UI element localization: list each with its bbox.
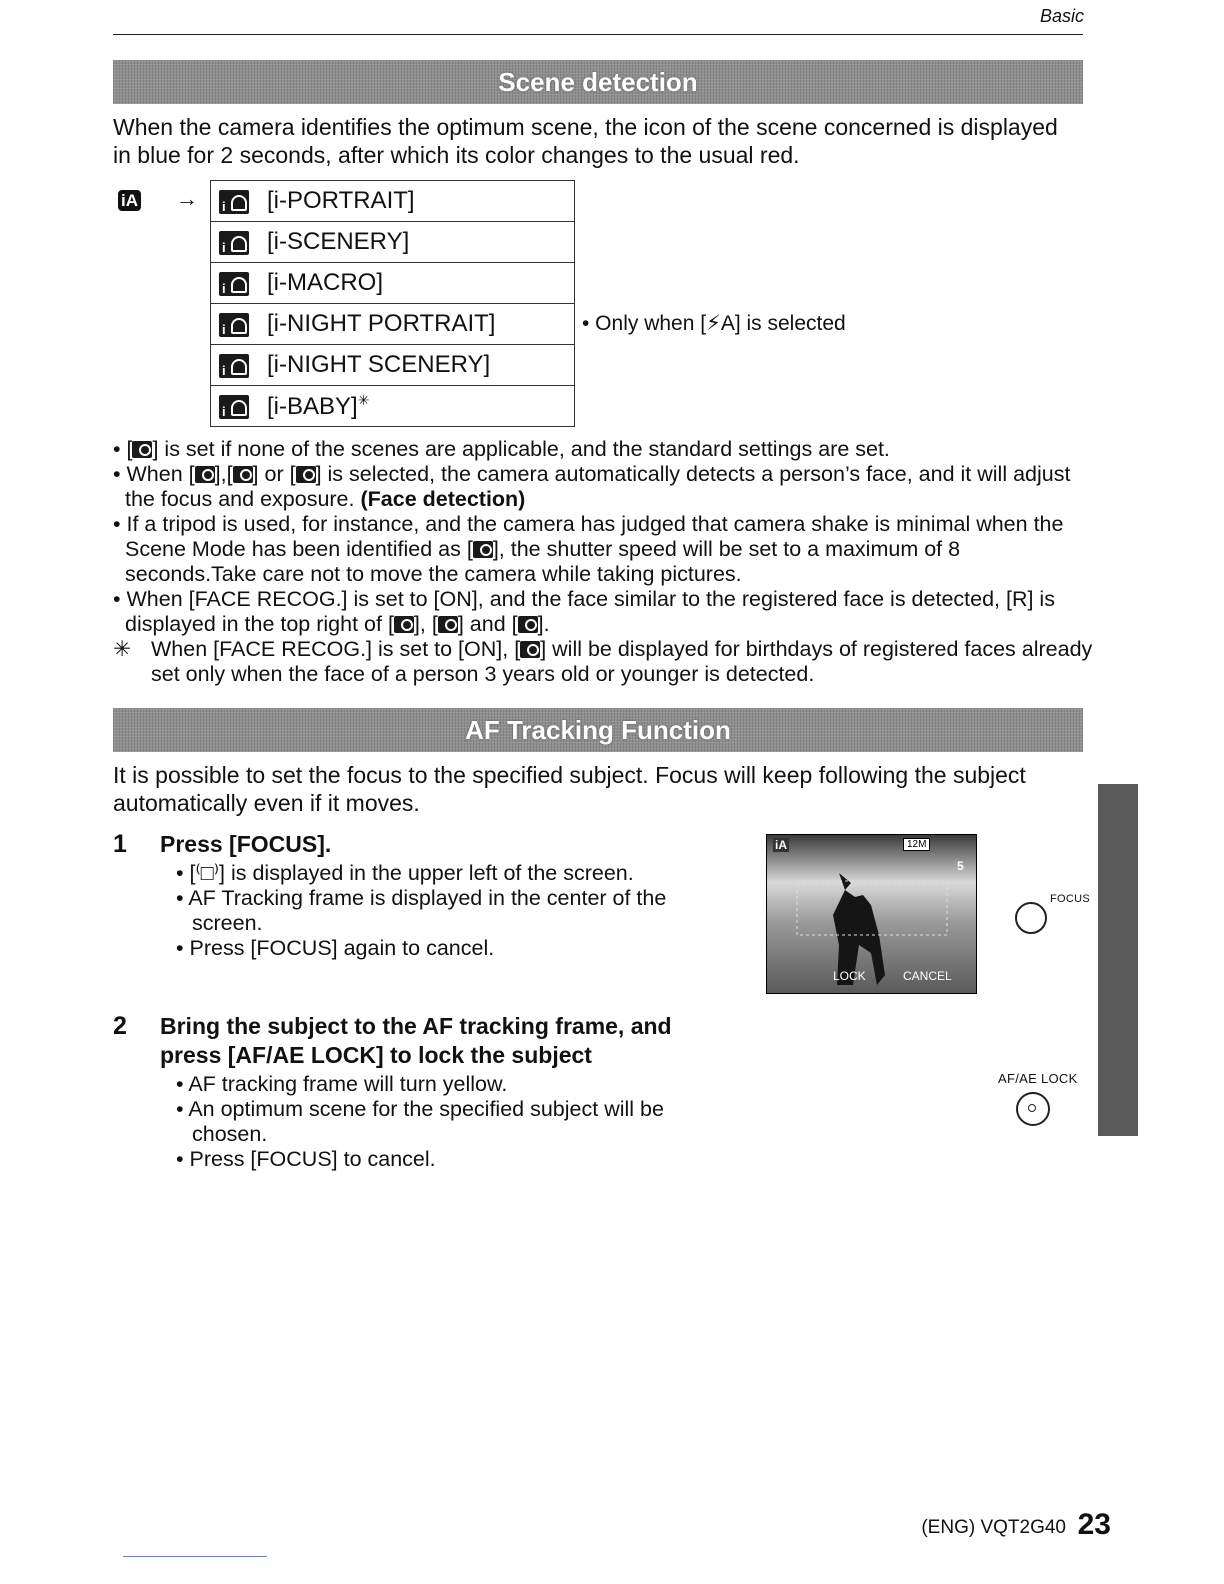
note-text: When [FACE RECOG.] is set to [ON], [ — [151, 637, 521, 661]
screen-size-indicator: 12M — [903, 838, 930, 851]
footer-rule — [123, 1556, 267, 1557]
asterisk-mark: ✳ — [357, 391, 370, 408]
step-1 — [160, 830, 720, 961]
list-item: • [⁽□⁾] is displayed in the upper left of the screen. — [176, 861, 634, 885]
focus-label: FOCUS — [1050, 893, 1090, 905]
table-row — [211, 263, 575, 304]
note-text: ] will be displayed for birthdays of registered faces already set only when the face of a person 3 years old or younger is detected. — [151, 637, 1093, 686]
screen-cancel-label: CANCEL — [903, 969, 952, 983]
note-4 — [113, 587, 1093, 637]
scene-label: [i-MACRO] — [267, 269, 383, 296]
step-2-number: 2 — [113, 1012, 127, 1040]
table-row — [211, 222, 575, 263]
note-5 — [113, 637, 1093, 687]
af-tracking-banner: AF Tracking Function — [113, 708, 1083, 752]
scene-label: [i-NIGHT SCENERY] — [267, 351, 491, 378]
night-scenery-scene-icon — [219, 354, 249, 378]
table-row — [211, 181, 575, 222]
note-2 — [113, 462, 1093, 512]
table-row — [211, 345, 575, 386]
night-portrait-scene-icon — [219, 313, 249, 337]
note-text: ] is selected, the camera automatically detects a person’s face, and it will adjust the focus and exposure. — [125, 462, 1071, 511]
note-text: ], [ — [413, 612, 438, 636]
baby-scene-icon — [296, 466, 316, 483]
scene-notes — [113, 437, 1093, 687]
table-row — [211, 386, 575, 427]
af-intro: It is possible to set the focus to the specified subject. Focus will keep following the subject automatically even if it moves. — [113, 762, 1026, 816]
baby-scene-icon — [219, 395, 249, 419]
note-3 — [113, 512, 1093, 587]
focus-button-icon — [1015, 902, 1047, 934]
scene-label: [i-BABY] — [267, 392, 358, 420]
portrait-scene-icon — [195, 466, 215, 483]
list-item: • Press [FOCUS] to cancel. — [176, 1147, 436, 1171]
step-2-list — [160, 1072, 730, 1172]
face-detection-label: (Face detection) — [360, 487, 526, 511]
page-number: 23 — [1077, 1508, 1111, 1541]
flash-note: • Only when [⚡A] is selected — [582, 312, 846, 335]
ia-icon — [118, 190, 141, 211]
note-text: ], the shutter speed will be set to a maximum of 8 seconds.Take care not to move the camera while taking pictures. — [125, 537, 961, 586]
scene-label: [i-NIGHT PORTRAIT] — [267, 310, 496, 337]
scene-detection-banner: Scene detection — [113, 60, 1083, 104]
note-text: ]. — [537, 612, 550, 636]
aelock-label: AF/AE LOCK — [998, 1071, 1078, 1086]
night-scenery-scene-icon — [473, 541, 493, 558]
macro-scene-icon — [219, 272, 249, 296]
portrait-scene-icon — [219, 190, 249, 214]
note-text: • When [FACE RECOG.] is set to [ON], and the face similar to the registered face is detected, [R] is displayed in the top right of [ — [113, 587, 1055, 636]
note-text: ] and [ — [457, 612, 518, 636]
arrow-icon: → — [176, 186, 198, 211]
list-item: • AF Tracking frame is displayed in the center of the screen. — [176, 886, 667, 935]
night-portrait-scene-icon — [438, 616, 458, 633]
baby-scene-icon — [518, 616, 538, 633]
ia-mode-icon — [132, 441, 152, 458]
step-1-title: Press [FOCUS]. — [160, 831, 332, 857]
note-1 — [113, 437, 1093, 462]
step-1-list — [160, 861, 720, 961]
screen-lock-label: LOCK — [833, 969, 866, 983]
list-item: • Press [FOCUS] again to cancel. — [176, 936, 495, 960]
manual-code: (ENG) VQT2G40 — [921, 1517, 1066, 1538]
note-text: • [ — [113, 437, 133, 461]
scene-intro: When the camera identifies the optimum scene, the icon of the scene concerned is displayed in blue for 2 seconds, after which its color changes to the usual red. — [113, 114, 1058, 168]
baby-scene-icon — [520, 641, 540, 658]
portrait-scene-icon — [394, 616, 414, 633]
header-rule — [113, 34, 1083, 35]
list-item: • AF tracking frame will turn yellow. — [176, 1072, 508, 1096]
scenery-scene-icon — [219, 231, 249, 255]
note-text: ] is set if none of the scenes are applicable, and the standard settings are set. — [152, 437, 890, 461]
section-label: Basic — [1039, 6, 1084, 26]
asterisk-mark: ✳ — [113, 637, 132, 661]
aelock-button-icon — [1016, 1092, 1050, 1126]
step-2 — [160, 1012, 730, 1172]
note-text: • If a tripod is used, for instance, and the camera has judged that camera shake is minimal when the Scene Mode has been identified as [ — [113, 512, 1064, 561]
note-text: ],[ — [214, 462, 233, 486]
screen-ia-indicator: iA — [775, 838, 787, 852]
scene-table — [210, 180, 575, 427]
section-side-tab — [1098, 784, 1138, 1136]
scene-label: [i-PORTRAIT] — [267, 187, 415, 214]
list-item: • An optimum scene for the specified subject will be chosen. — [176, 1097, 664, 1146]
step-2-title: Bring the subject to the AF tracking frame, and press [AF/AE LOCK] to lock the subject — [160, 1013, 672, 1068]
note-text: • When [ — [113, 462, 195, 486]
screen-count: 5 — [957, 859, 964, 873]
night-portrait-scene-icon — [233, 466, 253, 483]
camera-screen-image — [766, 834, 977, 994]
step-1-number: 1 — [113, 830, 127, 858]
note-text: ] or [ — [252, 462, 296, 486]
ia-icon-label: iA — [118, 190, 141, 211]
table-row — [211, 304, 575, 345]
scene-label: [i-SCENERY] — [267, 228, 410, 255]
